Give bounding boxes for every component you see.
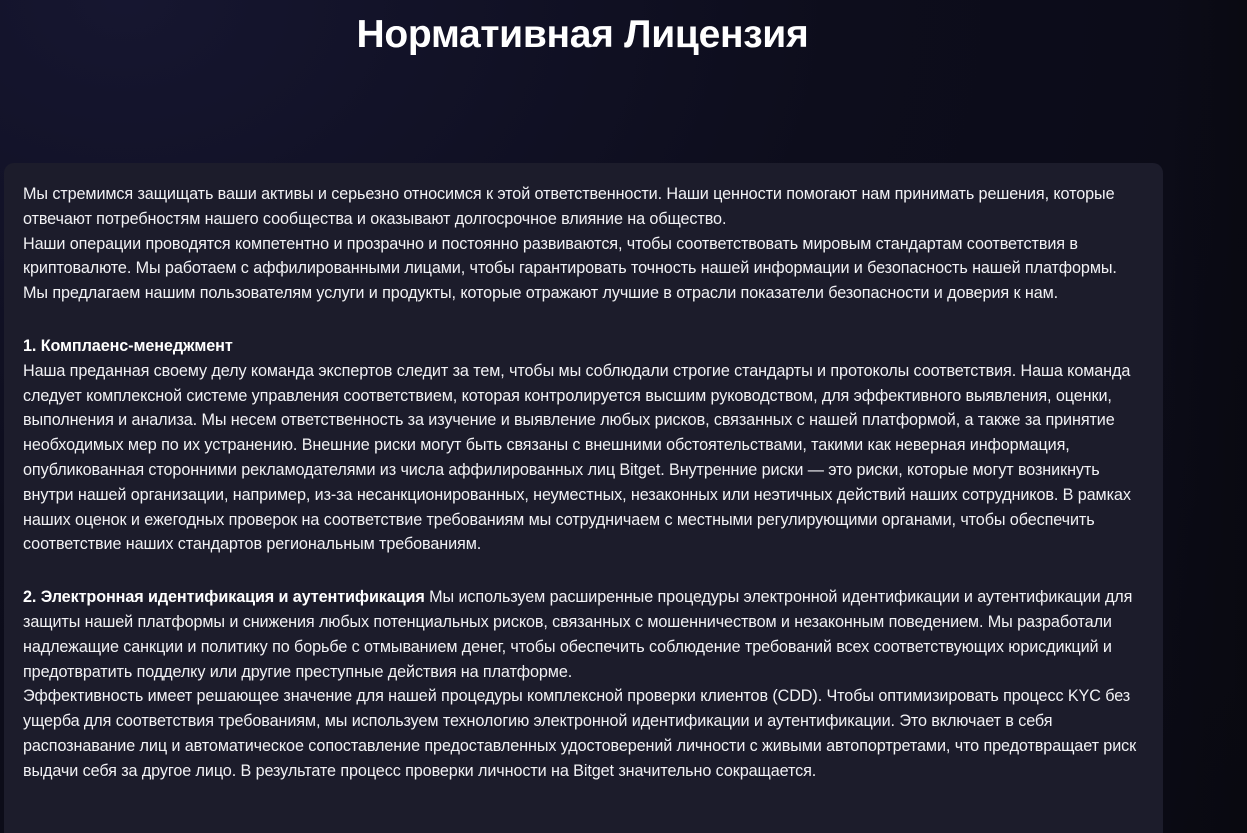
intro-paragraph-2: Наши операции проводятся компетентно и прозрачно и постоянно развиваются, чтобы соответствовать мировым стандартам соответствия в криптовалюте. Мы работаем с аффилированными лицами, чтобы гарантировать точность нашей информации и безопасность нашей платформы. Мы предлагаем нашим пользователям услуги и продукты, которые отражают лучшие в отрасли показатели безопасности и доверия к нам. xyxy=(23,234,1117,303)
intro-paragraph-1: Мы стремимся защищать ваши активы и серьезно относимся к этой ответственности. Наши ценности помогают нам принимать решения, которые отвечают потребностям нашего сообщества и оказывают долгосрочное влияние на общество. xyxy=(23,185,1115,228)
section-compliance-management xyxy=(23,334,1145,557)
section-body-compliance: Наша преданная своему делу команда экспертов следит за тем, чтобы мы соблюдали строгие стандарты и протоколы соответствия. Наша команда следует комплексной системе управления соответствием, которая контролируется высшим руководством, для эффективного выявления, оценки, выполнения и анализа. Мы несем ответственность за изучение и выявление любых рисков, связанных с нашей платформой, а также за принятие необходимых мер по их устранению. Внешние риски могут быть связаны с внешними обстоятельствами, такими как неверная информация, опубликованная сторонними рекламодателями из числа аффилированных лиц Bitget. Внутренние риски — это риски, которые могут возникнуть внутри нашей организации, например, из-за несанкционированных, неуместных, незаконных или неэтичных действий наших сотрудников. В рамках наших оценок и ежегодных проверок на соответствие требованиям мы сотрудничаем с местными регулирующими органами, чтобы обеспечить соответствие наших стандартов региональным требованиям. xyxy=(23,361,1131,554)
scroll-gutter xyxy=(1165,0,1247,833)
section-paragraph-e-identification xyxy=(23,585,1145,684)
section-e-identification xyxy=(23,585,1145,783)
section-heading-e-identification: 2. Электронная идентификация и аутентификация xyxy=(23,588,425,607)
page-title: Нормативная Лицензия xyxy=(356,13,809,56)
license-content-card xyxy=(4,163,1163,833)
section-body-e-identification: Мы используем расширенные процедуры электронной идентификации и аутентификации для защиты нашей платформы и снижения любых потенциальных рисков, связанных с мошенничеством и незаконным поведением. Мы разработали надлежащие санкции и политику по борьбе с отмыванием денег, чтобы обеспечить соблюдение требований всех соответствующих юрисдикций и предотвратить подделку или другие преступные действия на платформе. xyxy=(23,588,1133,681)
section-body-cdd: Эффективность имеет решающее значение для нашей процедуры комплексной проверки клиентов (CDD). Чтобы оптимизировать процесс KYC без ущерба для соответствия требованиям, мы используем технологию электронной идентификации и аутентификации. Это включает в себя распознавание лиц и автоматическое сопоставление предоставленных удостоверений личности с живыми автопортретами, что предотвращает риск выдачи себя за другое лицо. В результате процесс проверки личности на Bitget значительно сокращается. xyxy=(23,687,1137,780)
section-heading-compliance: 1. Комплаенс-менеджмент xyxy=(23,336,233,355)
